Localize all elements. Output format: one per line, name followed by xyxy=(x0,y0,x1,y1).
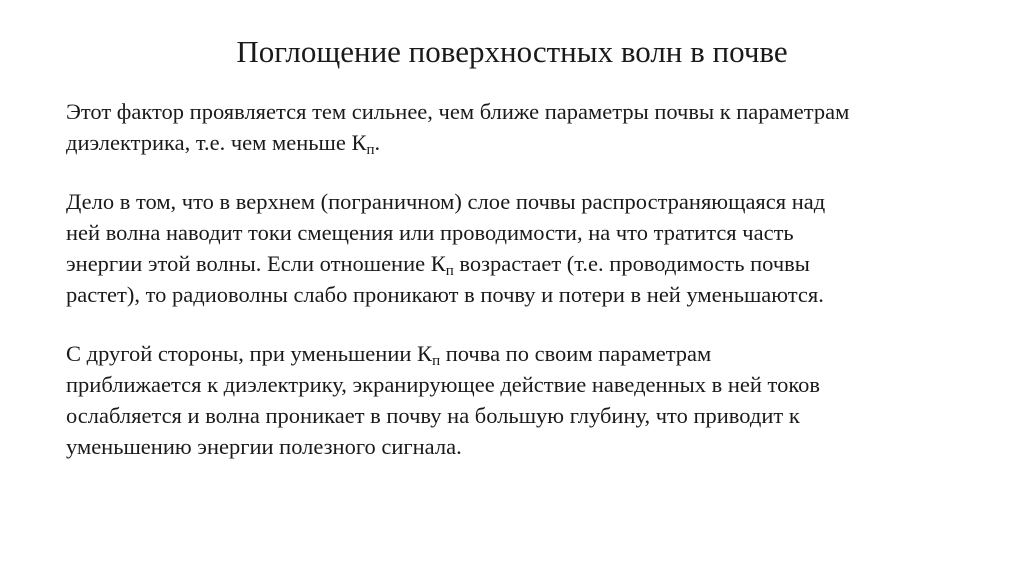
paragraph-explanation xyxy=(66,186,976,310)
subscript: п xyxy=(445,263,454,279)
text-line: растет), то радиоволны слабо проникают в почву и потери в ней уменьшаются. xyxy=(66,282,824,307)
text-segment: диэлектрика, т.е. чем меньше К xyxy=(66,130,367,155)
text-line: уменьшению энергии полезного сигнала. xyxy=(66,434,462,459)
text-segment: энергии этой волны. Если отношение К xyxy=(66,251,446,276)
text-line: ней волна наводит токи смещения или проводимости, на что тратится часть xyxy=(66,220,794,245)
text-segment: возрастает (т.е. проводимость почвы xyxy=(453,251,810,276)
text-line xyxy=(66,248,976,279)
text-line: приближается к диэлектрику, экранирующее действие наведенных в ней токов xyxy=(66,372,821,397)
text-line: Дело в том, что в верхнем (пограничном) слое почвы распространяющаяся над xyxy=(66,189,826,214)
subscript: п xyxy=(366,142,375,158)
text-segment: С другой стороны, при уменьшении К xyxy=(66,341,433,366)
text-line: Этот фактор проявляется тем сильнее, чем ближе параметры почвы к параметрам xyxy=(66,99,850,124)
paragraph-other-side xyxy=(66,338,976,462)
paragraph-spacer xyxy=(66,310,976,338)
paragraph-factor xyxy=(66,96,976,158)
text-segment: . xyxy=(374,130,381,155)
slide-title: Поглощение поверхностных волн в почве xyxy=(236,34,788,69)
paragraph-spacer xyxy=(66,158,976,186)
text-segment: почва по своим параметрам xyxy=(440,341,712,366)
text-line xyxy=(66,127,976,158)
subscript: п xyxy=(432,353,441,369)
slide-body xyxy=(66,96,976,462)
text-line: ослабляется и волна проникает в почву на большую глубину, что приводит к xyxy=(66,403,800,428)
text-line xyxy=(66,338,976,369)
